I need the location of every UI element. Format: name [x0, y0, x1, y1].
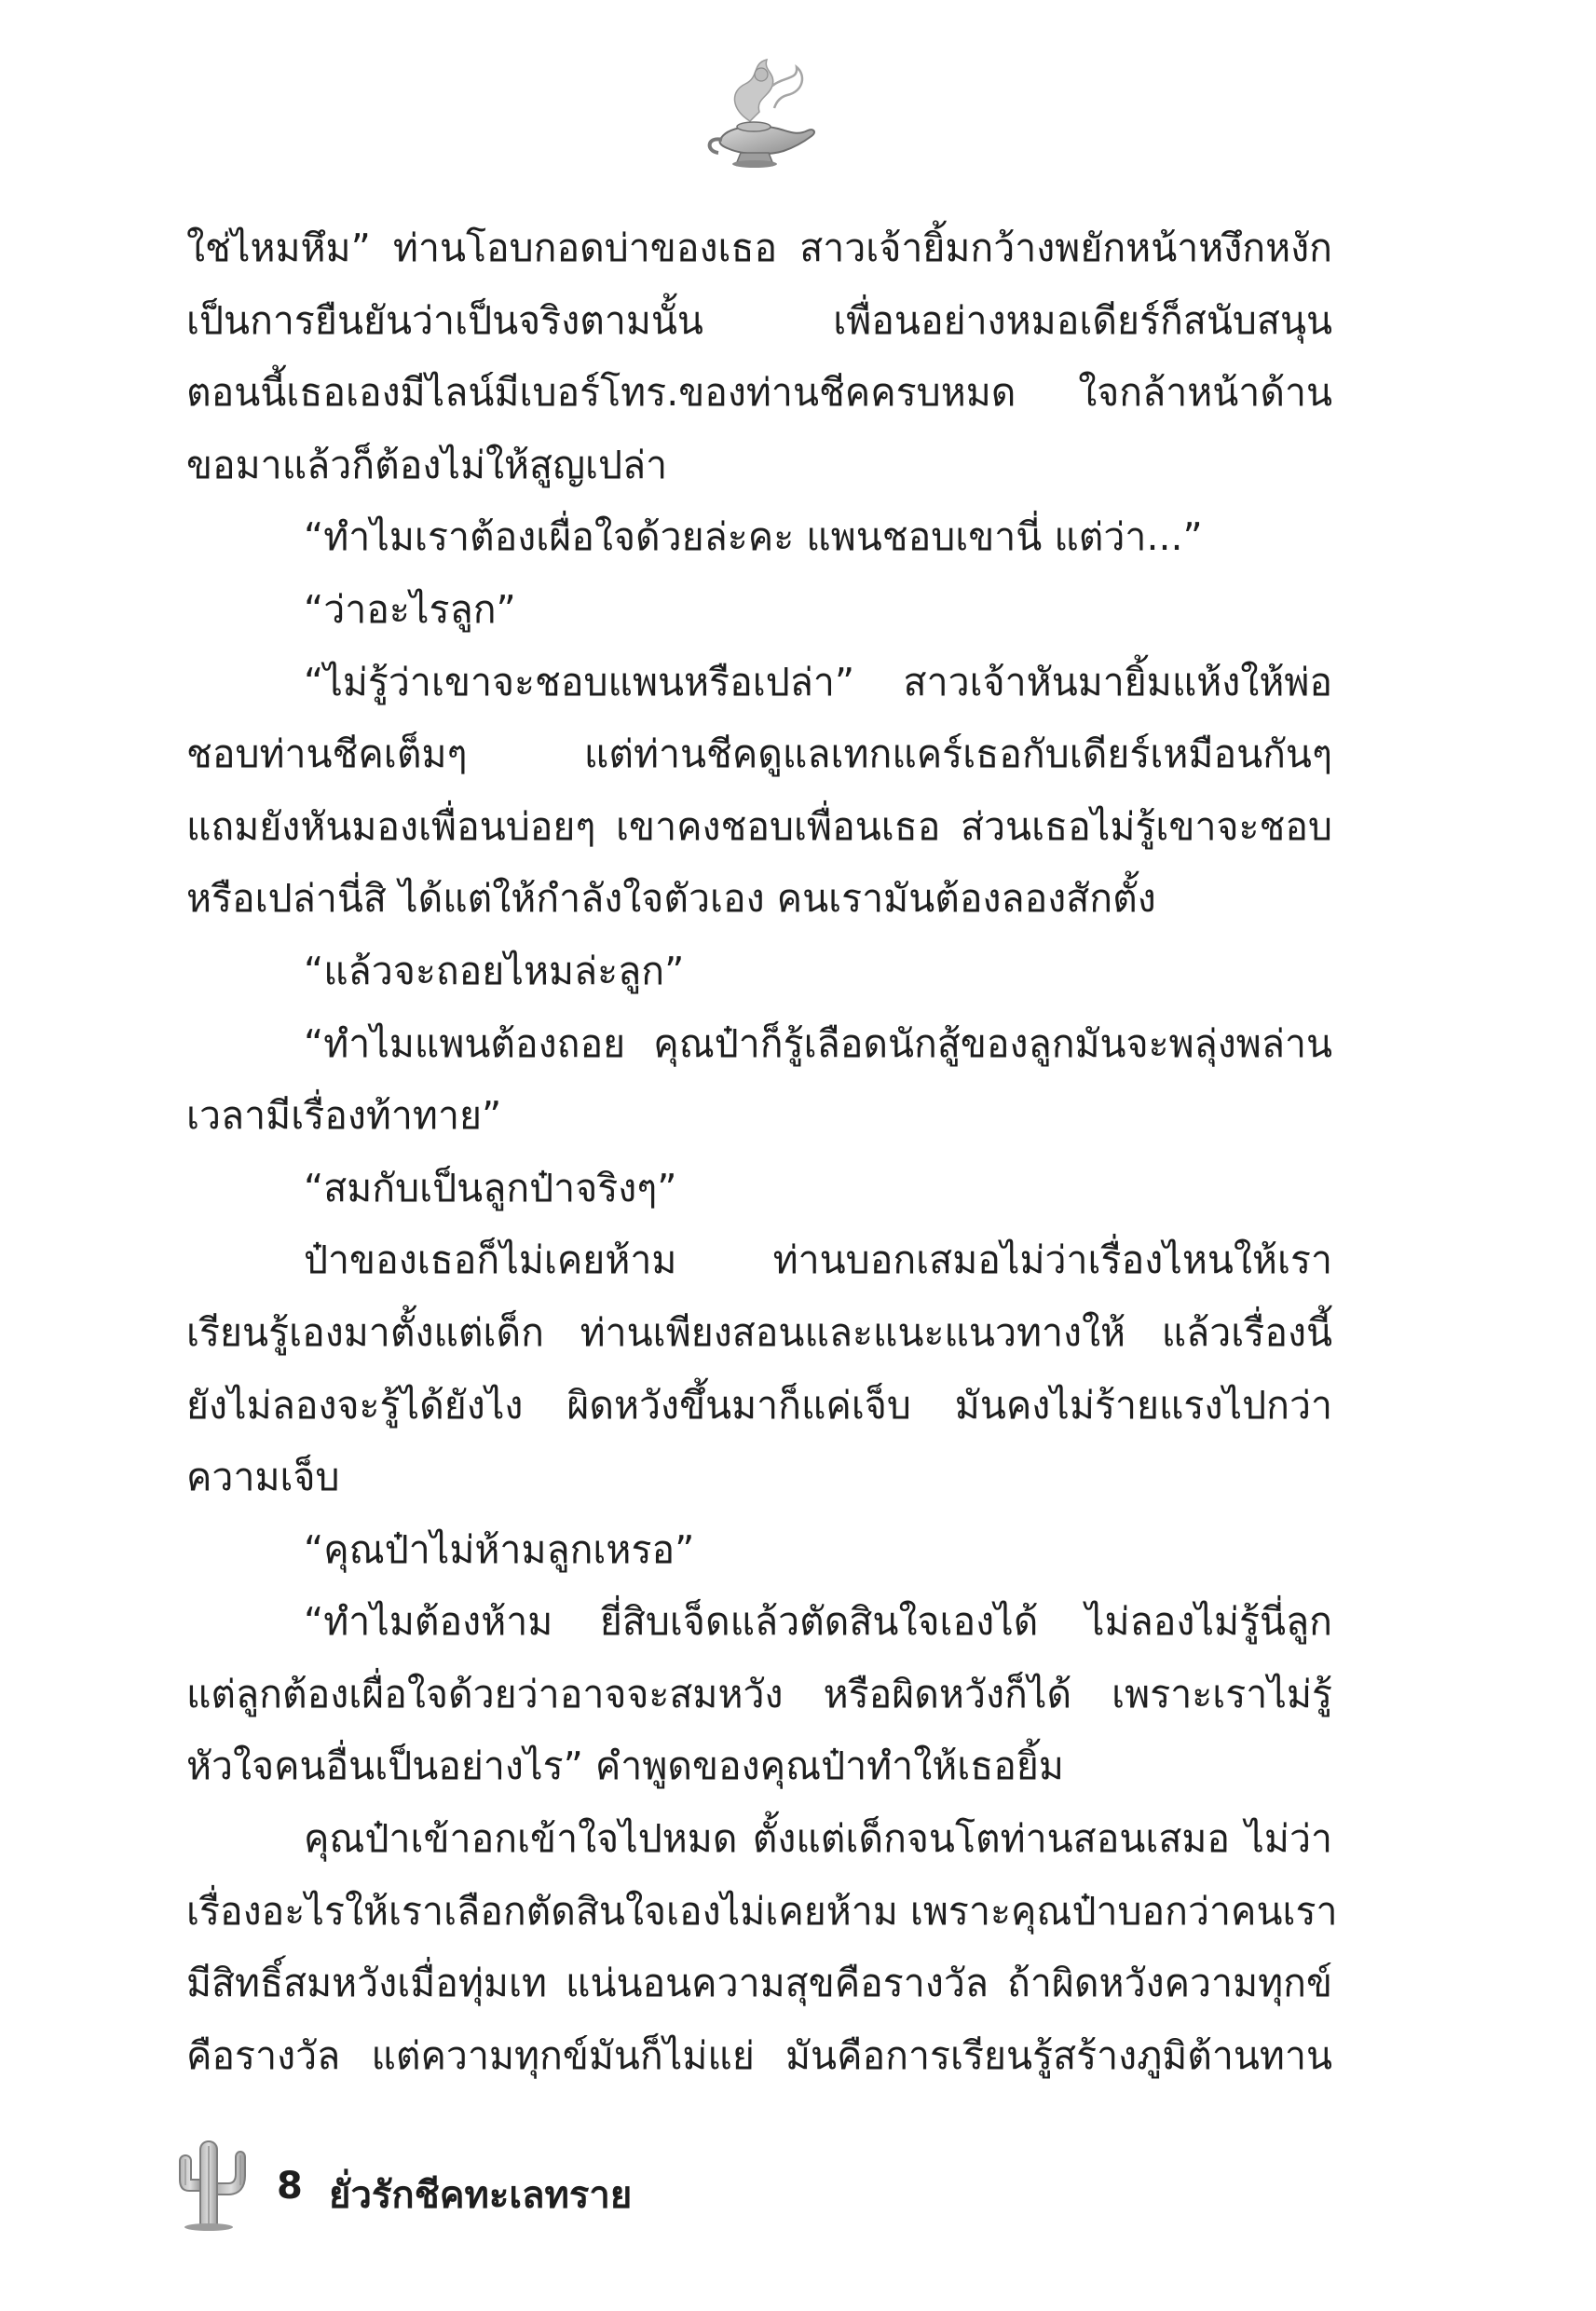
page-footer [172, 2129, 825, 2232]
text-line: มีสิทธิ์สมหวังเมื่อทุ่มเท แน่นอนความสุขคือรางวัล ถ้าผิดหวังความทุกข์ [186, 1961, 1332, 2006]
text-line: แถมยังหันมองเพื่อนบ่อยๆ เขาคงชอบเพื่อนเธอ ส่วนเธอไม่รู้เขาจะชอบ [186, 803, 1332, 849]
text-line: “ทำไมต้องห้าม ยี่สิบเจ็ดแล้วตัดสินใจเองได้ ไม่ลองไม่รู้นี่ลูก [304, 1599, 1332, 1645]
text-line: เป็นการยืนยันว่าเป็นจริงตามนั้น เพื่อนอย่างหมอเดียร์ก็สนับสนุน [186, 297, 1332, 343]
text-line: หัวใจคนอื่นเป็นอย่างไร” คำพูดของคุณป๋าทำให้เธอยิ้ม [186, 1744, 1064, 1789]
text-line: ชอบท่านชีคเต็มๆ แต่ท่านชีคดูแลเทกแคร์เธอกับเดียร์เหมือนกันๆ [186, 732, 1332, 777]
text-line: “ว่าอะไรลูก” [304, 586, 516, 632]
text-line: แต่ลูกต้องเผื่อใจด้วยว่าอาจจะสมหวัง หรือผิดหวังก็ได้ เพราะเราไม่รู้ [186, 1671, 1332, 1716]
body-text [186, 212, 1338, 2092]
book-title: ยั่วรักชีคทะเลทราย [329, 2174, 633, 2217]
text-line: ตอนนี้เธอเองมีไลน์มีเบอร์โทร.ของท่านชีคครบหมด ใจกล้าหน้าด้าน [186, 370, 1332, 416]
text-line: หรือเปล่านี่สิ ได้แต่ให้กำลังใจตัวเอง คนเรามันต้องลองสักตั้ง [186, 876, 1156, 922]
text-line: “ทำไมแพนต้องถอย คุณป๋าก็รู้เลือดนักสู้ของลูกมันจะพลุ่งพล่าน [304, 1020, 1332, 1066]
text-line: “ไม่รู้ว่าเขาจะชอบแพนหรือเปล่า” สาวเจ้าหันมายิ้มแห้งให้พ่อ [304, 659, 1332, 704]
text-line: เวลามีเรื่องท้าทาย” [186, 1093, 502, 1139]
text-line: คือรางวัล แต่ความทุกข์มันก็ไม่แย่ มันคือการเรียนรู้สร้างภูมิต้านทาน [186, 2032, 1332, 2078]
text-line: เรื่องอะไรให้เราเลือกตัดสินใจเองไม่เคยห้าม เพราะคุณป๋าบอกว่าคนเรา [186, 1888, 1338, 1934]
text-line: ยังไม่ลองจะรู้ได้ยังไง ผิดหวังขึ้นมาก็แค่เจ็บ มันคงไม่ร้ายแรงไปกว่า [186, 1382, 1332, 1428]
text-line: “แล้วจะถอยไหมล่ะลูก” [304, 948, 685, 993]
cactus-icon [172, 2129, 247, 2232]
text-line: ป๋าของเธอก็ไม่เคยห้าม ท่านบอกเสมอไม่ว่าเรื่องไหนให้เรา [304, 1238, 1332, 1283]
text-line: ใช่ไหมหึม” ท่านโอบกอดบ่าของเธอ สาวเจ้ายิ้มกว้างพยักหน้าหงึกหงัก [186, 226, 1332, 270]
text-line: คุณป๋าเข้าอกเข้าใจไปหมด ตั้งแต่เด็กจนโตท่านสอนเสมอ ไม่ว่า [304, 1816, 1332, 1862]
text-line: เรียนรู้เองมาตั้งแต่เด็ก ท่านเพียงสอนและแนะแนวทางให้ แล้วเรื่องนี้ [186, 1309, 1332, 1355]
genie-lamp-icon [694, 54, 825, 175]
text-line: “สมกับเป็นลูกป๋าจริงๆ” [304, 1165, 677, 1210]
text-line: ความเจ็บ [186, 1455, 340, 1500]
page-number: 8 [277, 2165, 303, 2208]
text-line: ขอมาแล้วก็ต้องไม่ให้สูญเปล่า [186, 442, 668, 487]
text-line: “ทำไมเราต้องเผื่อใจด้วยล่ะคะ แพนชอบเขานี่ แต่ว่า...” [304, 514, 1203, 560]
text-line: “คุณป๋าไม่ห้ามลูกเหรอ” [304, 1526, 695, 1572]
